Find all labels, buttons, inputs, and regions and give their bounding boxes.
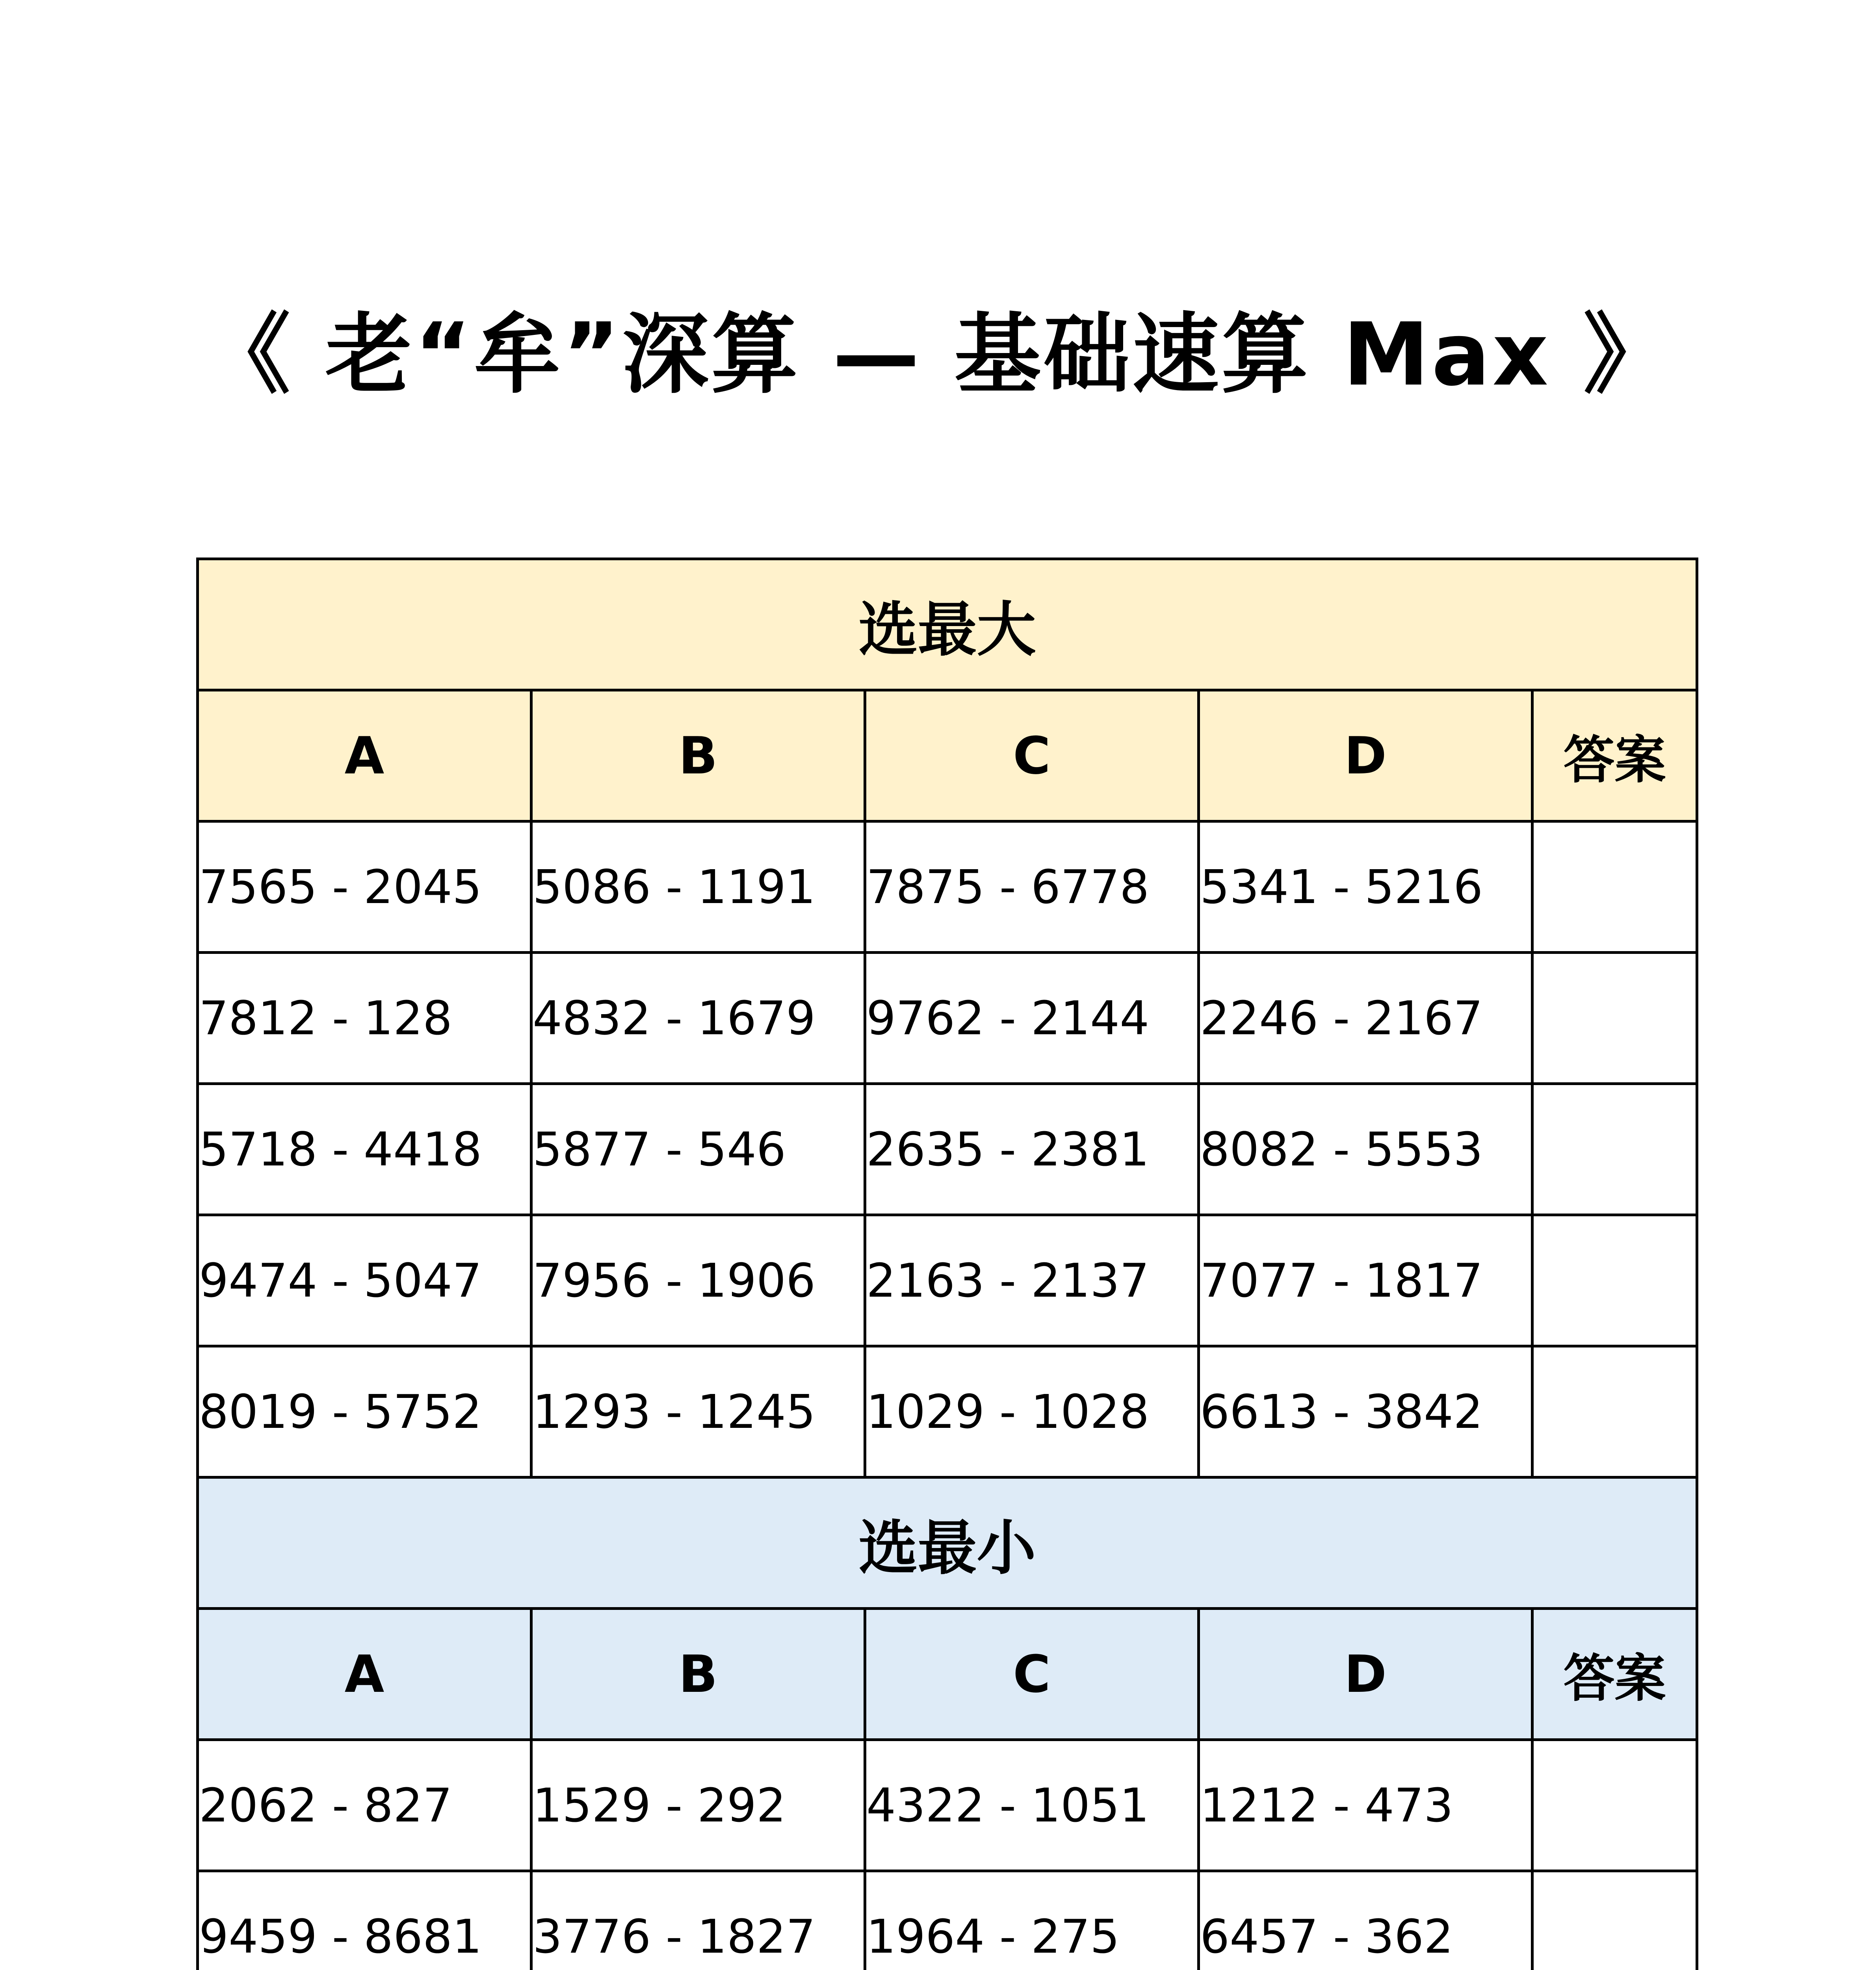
expression-cell: 5341 - 5216 <box>1199 821 1532 953</box>
section-title-min: 选最小 <box>198 1478 1697 1609</box>
column-header-c: C <box>865 690 1199 821</box>
column-header-c: C <box>865 1609 1199 1740</box>
section-header-row <box>198 559 1697 690</box>
expression-cell: 9474 - 5047 <box>198 1215 531 1346</box>
expression-cell: 1212 - 473 <box>1199 1740 1532 1871</box>
answer-cell[interactable] <box>1532 1346 1697 1478</box>
answer-cell[interactable] <box>1532 1871 1697 1970</box>
column-header-d: D <box>1199 690 1532 821</box>
expression-cell: 1529 - 292 <box>531 1740 865 1871</box>
expression-cell: 2635 - 2381 <box>865 1084 1199 1215</box>
expression-cell: 6613 - 3842 <box>1199 1346 1532 1478</box>
expression-cell: 9459 - 8681 <box>198 1871 531 1970</box>
expression-cell: 3776 - 1827 <box>531 1871 865 1970</box>
table-row <box>198 953 1697 1084</box>
expression-cell: 4832 - 1679 <box>531 953 865 1084</box>
expression-cell: 7565 - 2045 <box>198 821 531 953</box>
table-row <box>198 821 1697 953</box>
expression-cell: 9762 - 2144 <box>865 953 1199 1084</box>
answer-cell[interactable] <box>1532 1740 1697 1871</box>
section-title-max: 选最大 <box>198 559 1697 690</box>
column-header-answer: 答案 <box>1532 690 1697 821</box>
expression-cell: 8019 - 5752 <box>198 1346 531 1478</box>
column-header-answer: 答案 <box>1532 1609 1697 1740</box>
answer-cell[interactable] <box>1532 1084 1697 1215</box>
column-header-row <box>198 690 1697 821</box>
expression-cell: 1029 - 1028 <box>865 1346 1199 1478</box>
expression-cell: 5718 - 4418 <box>198 1084 531 1215</box>
column-header-row <box>198 1609 1697 1740</box>
expression-cell: 5877 - 546 <box>531 1084 865 1215</box>
answer-cell[interactable] <box>1532 953 1697 1084</box>
table-row <box>198 1215 1697 1346</box>
section-header-row <box>198 1478 1697 1609</box>
expression-cell: 8082 - 5553 <box>1199 1084 1532 1215</box>
answer-cell[interactable] <box>1532 1215 1697 1346</box>
expression-cell: 7875 - 6778 <box>865 821 1199 953</box>
column-header-a: A <box>198 1609 531 1740</box>
expression-cell: 4322 - 1051 <box>865 1740 1199 1871</box>
column-header-b: B <box>531 690 865 821</box>
expression-cell: 5086 - 1191 <box>531 821 865 953</box>
column-header-a: A <box>198 690 531 821</box>
expression-cell: 7812 - 128 <box>198 953 531 1084</box>
answer-cell[interactable] <box>1532 821 1697 953</box>
expression-cell: 2163 - 2137 <box>865 1215 1199 1346</box>
expression-cell: 1964 - 275 <box>865 1871 1199 1970</box>
table-row <box>198 1871 1697 1970</box>
expression-cell: 7077 - 1817 <box>1199 1215 1532 1346</box>
worksheet-table <box>196 558 1698 1970</box>
expression-cell: 6457 - 362 <box>1199 1871 1532 1970</box>
table-row <box>198 1740 1697 1871</box>
table-row <box>198 1346 1697 1478</box>
expression-cell: 2246 - 2167 <box>1199 953 1532 1084</box>
table-row <box>198 1084 1697 1215</box>
expression-cell: 2062 - 827 <box>198 1740 531 1871</box>
page-title: 《 老“牟”深算 — 基础速算 Max 》 <box>204 304 1672 405</box>
column-header-d: D <box>1199 1609 1532 1740</box>
expression-cell: 1293 - 1245 <box>531 1346 865 1478</box>
column-header-b: B <box>531 1609 865 1740</box>
expression-cell: 7956 - 1906 <box>531 1215 865 1346</box>
